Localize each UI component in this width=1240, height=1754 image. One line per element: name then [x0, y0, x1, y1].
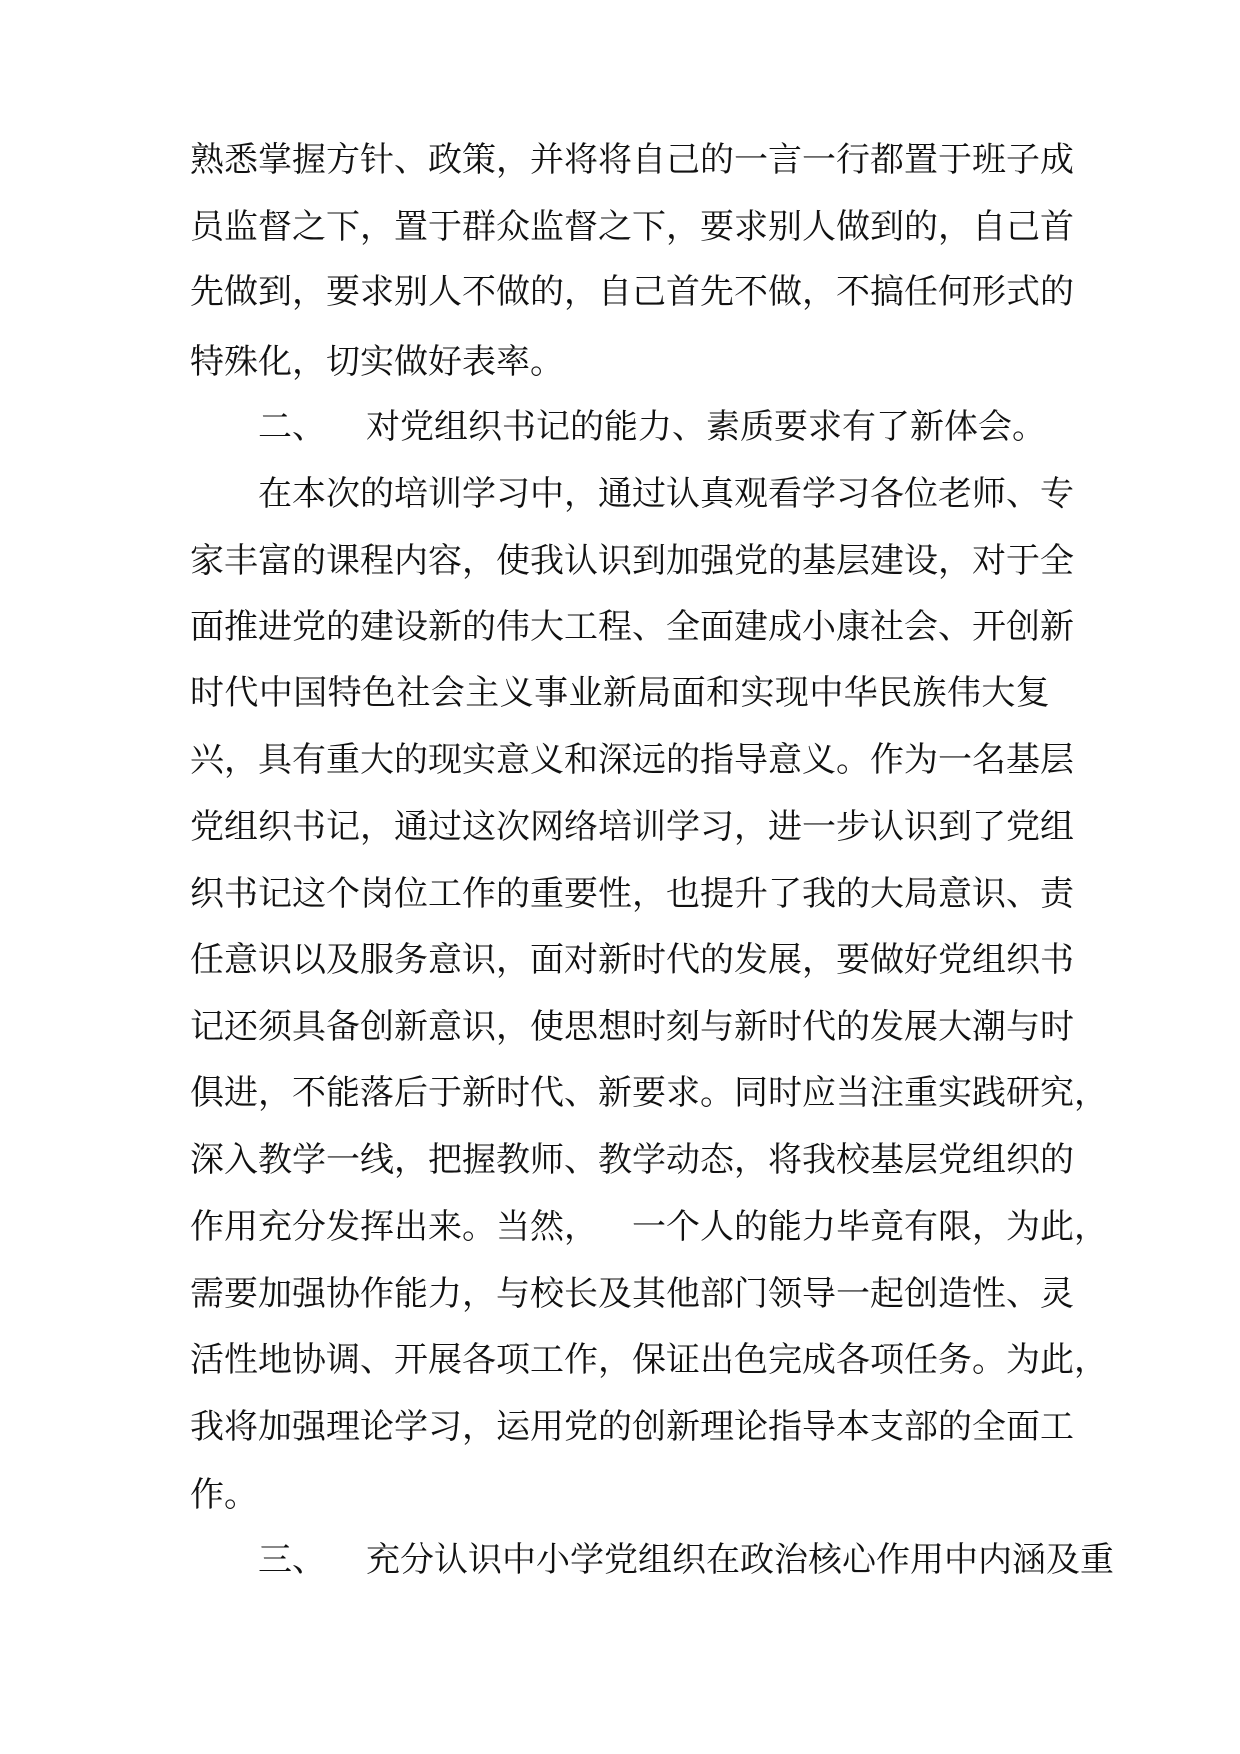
text-line: 党 组 织 书 记 ， 通 过 这 次 网 络 培 训 学 习 ， 进 一 步 认 识 到 了 党 组 [190, 807, 1074, 847]
text-line: 兴 ， 具 有 重 大 的 现 实 意 义 和 深 远 的 指 导 意 义 。 作 为 一 名 基 层 [190, 740, 1074, 780]
text-line: 作。 [190, 1475, 258, 1515]
text-line: 员 监 督 之 下 ， 置 于 群 众 监 督 之 下 ， 要 求 别 人 做 到 的 ， 自 己 首 [190, 207, 1074, 247]
text-line: 任 意 识 以 及 服 务 意 识 ， 面 对 新 时 代 的 发 展 ， 要 做 好 党 组 织 书 [190, 940, 1074, 980]
text-line: 在 本 次 的 培 训 学 习 中 ， 通 过 认 真 观 看 学 习 各 位 老 师 、 专 [258, 474, 1074, 514]
section-heading-3 [258, 1540, 1114, 1580]
text-line: 面 推 进 党 的 建 设 新 的 伟 大 工 程 、 全 面 建 成 小 康 社 会 、 开 创 新 [190, 607, 1074, 647]
heading-text: 对党组织书记的能力、素质要求有了新体会。 [366, 407, 1046, 447]
text-line: 深 入 教 学 一 线 ， 把 握 教 师 、 教 学 动 态 ， 将 我 校 基 层 党 组 织 的 [190, 1140, 1074, 1180]
text-line: 织 书 记 这 个 岗 位 工 作 的 重 要 性 ， 也 提 升 了 我 的 大 局 意 识 、 责 [190, 874, 1074, 914]
heading-text: 充分认识中小学党组织在政治核心作用中内涵及重 [366, 1540, 1114, 1580]
text-line: 熟 悉 掌 握 方 针 、 政 策 ， 并 将 将 自 己 的 一 言 一 行 都 置 于 班 子 成 [190, 140, 1074, 180]
text-line: 特殊化，切实做好表率。 [190, 342, 564, 382]
heading-number: 三、 [258, 1540, 326, 1580]
text-line: 俱 进 ， 不 能 落 后 于 新 时 代 、 新 要 求 。 同 时 应 当 注 重 实 践 研 究 ， [190, 1073, 1108, 1113]
text-line: 活 性 地 协 调 、 开 展 各 项 工 作 ， 保 证 出 色 完 成 各 项 任 务 。 为 此 ， [190, 1340, 1108, 1380]
heading-number: 二、 [258, 407, 326, 447]
text-line: 作 用 充 分 发 挥 出 来 。 当 然 ， 一 个 人 的 能 力 毕 竟 有 限 ， 为 此 ， [190, 1207, 1108, 1247]
text-line: 需 要 加 强 协 作 能 力 ， 与 校 长 及 其 他 部 门 领 导 一 起 创 造 性 、 灵 [190, 1274, 1074, 1314]
text-line: 先 做 到 ， 要 求 别 人 不 做 的 ， 自 己 首 先 不 做 ， 不 搞 任 何 形 式 的 [190, 272, 1074, 312]
text-line: 记 还 须 具 备 创 新 意 识 ， 使 思 想 时 刻 与 新 时 代 的 发 展 大 潮 与 时 [190, 1007, 1074, 1047]
text-line: 时 代 中 国 特 色 社 会 主 义 事 业 新 局 面 和 实 现 中 华 民 族 伟 大 复 [190, 673, 1050, 713]
section-heading-2 [258, 407, 1046, 447]
text-line: 我 将 加 强 理 论 学 习 ， 运 用 党 的 创 新 理 论 指 导 本 支 部 的 全 面 工 [190, 1407, 1074, 1447]
text-line: 家 丰 富 的 课 程 内 容 ， 使 我 认 识 到 加 强 党 的 基 层 建 设 ， 对 于 全 [190, 541, 1074, 581]
